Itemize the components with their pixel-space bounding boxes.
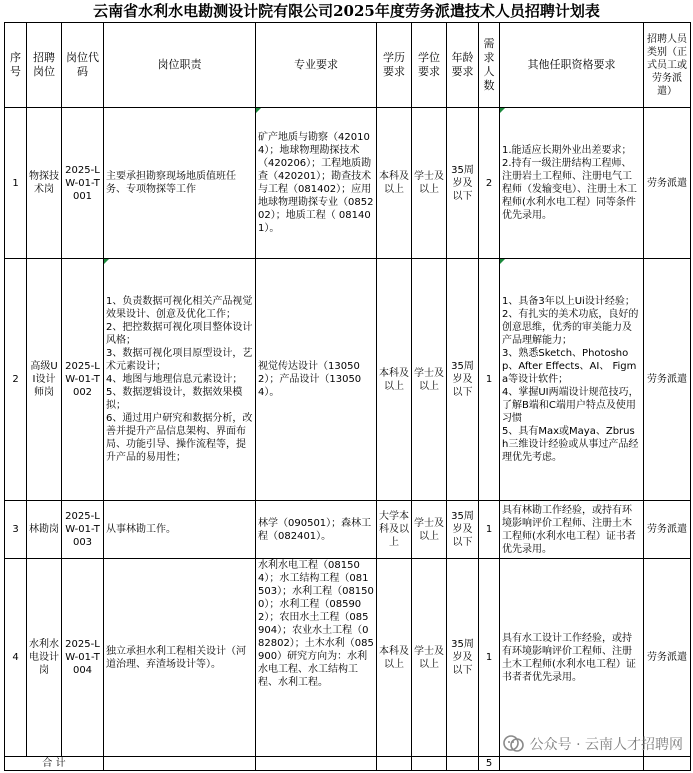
row-age: 35周岁及以下 [447,259,479,501]
wechat-official-account-icon [502,734,526,754]
row-duty: 从事林勘工作。 [104,501,256,559]
row-major: 视觉传达设计（130502）；产品设计（130504）。 [256,259,377,501]
header-post: 招聘岗位 [27,23,62,108]
total-empty [644,757,691,771]
header-other: 其他任职资格要求 [500,23,644,108]
row-post: 水利水电设计岗 [27,559,62,757]
total-empty [500,757,644,771]
table-title: 云南省水利水电勘测设计院有限公司2025年度劳务派遣技术人员招聘计划表 [93,2,600,20]
row-degree: 学士及以上 [412,559,447,757]
row-duty: 主要承担勘察现场地质值班任务、专项物探等工作 [104,108,256,259]
row-category: 劳务派遣 [644,559,691,757]
row-code: 2025-LW-01-T004 [62,559,104,757]
row-count: 1 [479,559,500,757]
header-row [5,23,691,108]
row-post: 林勘岗 [27,501,62,559]
row-age: 35周岁及以下 [447,501,479,559]
row-count: 2 [479,108,500,259]
row-seq: 4 [5,559,27,757]
row-major: 林学（090501）；森林工程（082401）。 [256,501,377,559]
row-seq: 3 [5,501,27,559]
header-category: 招聘人员类别（正式员工或劳务派遣） [644,23,691,108]
total-empty [104,757,256,771]
table-row [5,108,691,259]
row-count: 1 [479,501,500,559]
row-category: 劳务派遣 [644,108,691,259]
recruitment-plan-table [4,22,691,771]
row-other: 1.能适应长期外业出差要求； 2.持有一级注册结构工程师、注册岩土工程师、注册电气工程师（发输变电）、注册土木工程师(水利水电工程）同等条件优先录用。 [500,108,644,259]
row-code: 2025-LW-01-T001 [62,108,104,259]
row-other: 1、具备3年以上Ui设计经验； 2、有扎实的美术功底，良好的创意思维，优秀的审美能力及产品理解能力； 3、熟悉Sketch、Photoshop、After Effects、AI、 Figma等设计软件； 4、掌握UI两端设计规范技巧，了解B端和C端用户特点及使用习惯 5、具有Max或Maya、Zbrush三维设计经验或从事过产品经理优先考虑。 [500,259,644,501]
row-code: 2025-LW-01-T002 [62,259,104,501]
row-seq: 1 [5,108,27,259]
header-duty: 岗位职责 [104,23,256,108]
row-count: 1 [479,259,500,501]
total-empty [256,757,377,771]
header-code: 岗位代码 [62,23,104,108]
header-major: 专业要求 [256,23,377,108]
total-row [5,757,691,771]
row-post: 高级UI设计师岗 [27,259,62,501]
row-major: 矿产地质与勘察（420104）；地球物理勘探技术（420206）；工程地质勘查（420201）；勘查技术与工程（081402）；应用地球物理勘探专业（085202）；地质工程（ 081401）。 [256,108,377,259]
row-degree: 学士及以上 [412,501,447,559]
row-age: 35周岁及以下 [447,559,479,757]
row-code: 2025-LW-01-T003 [62,501,104,559]
row-other: 具有林勘工作经验，或持有环境影响评价工程师、注册土木工程师(水利水电工程）证书者优先录用。 [500,501,644,559]
total-empty [412,757,447,771]
total-label: 合 计 [5,757,104,771]
row-degree: 学士及以上 [412,108,447,259]
row-other: 具有水工设计工作经验，或持有环境影响评价工程师、注册土木工程师(水利水电工程）证书者者优先录用。 [500,559,644,757]
watermark [502,733,683,755]
total-empty [447,757,479,771]
row-major: 水利水电工程（081504）；水工结构工程（081503）；水利工程（081500）；水利工程（085902）；农田水土工程（085904）；农业水土工程（082802）；土木水利（085900）研究方向为：水利水电工程、水工结构工程、水利工程。 [256,559,377,757]
row-edu: 大学本科及以上 [377,501,412,559]
row-category: 劳务派遣 [644,259,691,501]
header-age: 年龄要求 [447,23,479,108]
row-seq: 2 [5,259,27,501]
row-duty: 独立承担水利工程相关设计（河道治理、弃渣场设计等）。 [104,559,256,757]
row-duty: 1、负责数据可视化相关产品视觉效果设计、创意及优化工作； 2、把控数据可视化项目整体设计风格； 3、数据可视化项目原型设计，艺术元素设计； 4、地图与地理信息元素设计； 5、数据逻辑设计，数据效果模拟； 6、通过用户研究和数据分析，改善并提升产品信息架构、界面布局、功能引导、操作流程等，提升产品的易用性； [104,259,256,501]
header-count: 需求人数 [479,23,500,108]
watermark-text: 公众号 · 云南人才招聘网 [529,737,683,753]
header-edu: 学历要求 [377,23,412,108]
row-edu: 本科及以上 [377,559,412,757]
total-empty [377,757,412,771]
table-row [5,559,691,757]
header-seq: 序号 [5,23,27,108]
table-row [5,501,691,559]
row-degree: 学士及以上 [412,259,447,501]
row-edu: 本科及以上 [377,259,412,501]
header-degree: 学位要求 [412,23,447,108]
row-edu: 本科及以上 [377,108,412,259]
row-category: 劳务派遣 [644,501,691,559]
table-row [5,259,691,501]
row-post: 物探技术岗 [27,108,62,259]
total-count: 5 [479,757,500,771]
row-age: 35周岁及以下 [447,108,479,259]
